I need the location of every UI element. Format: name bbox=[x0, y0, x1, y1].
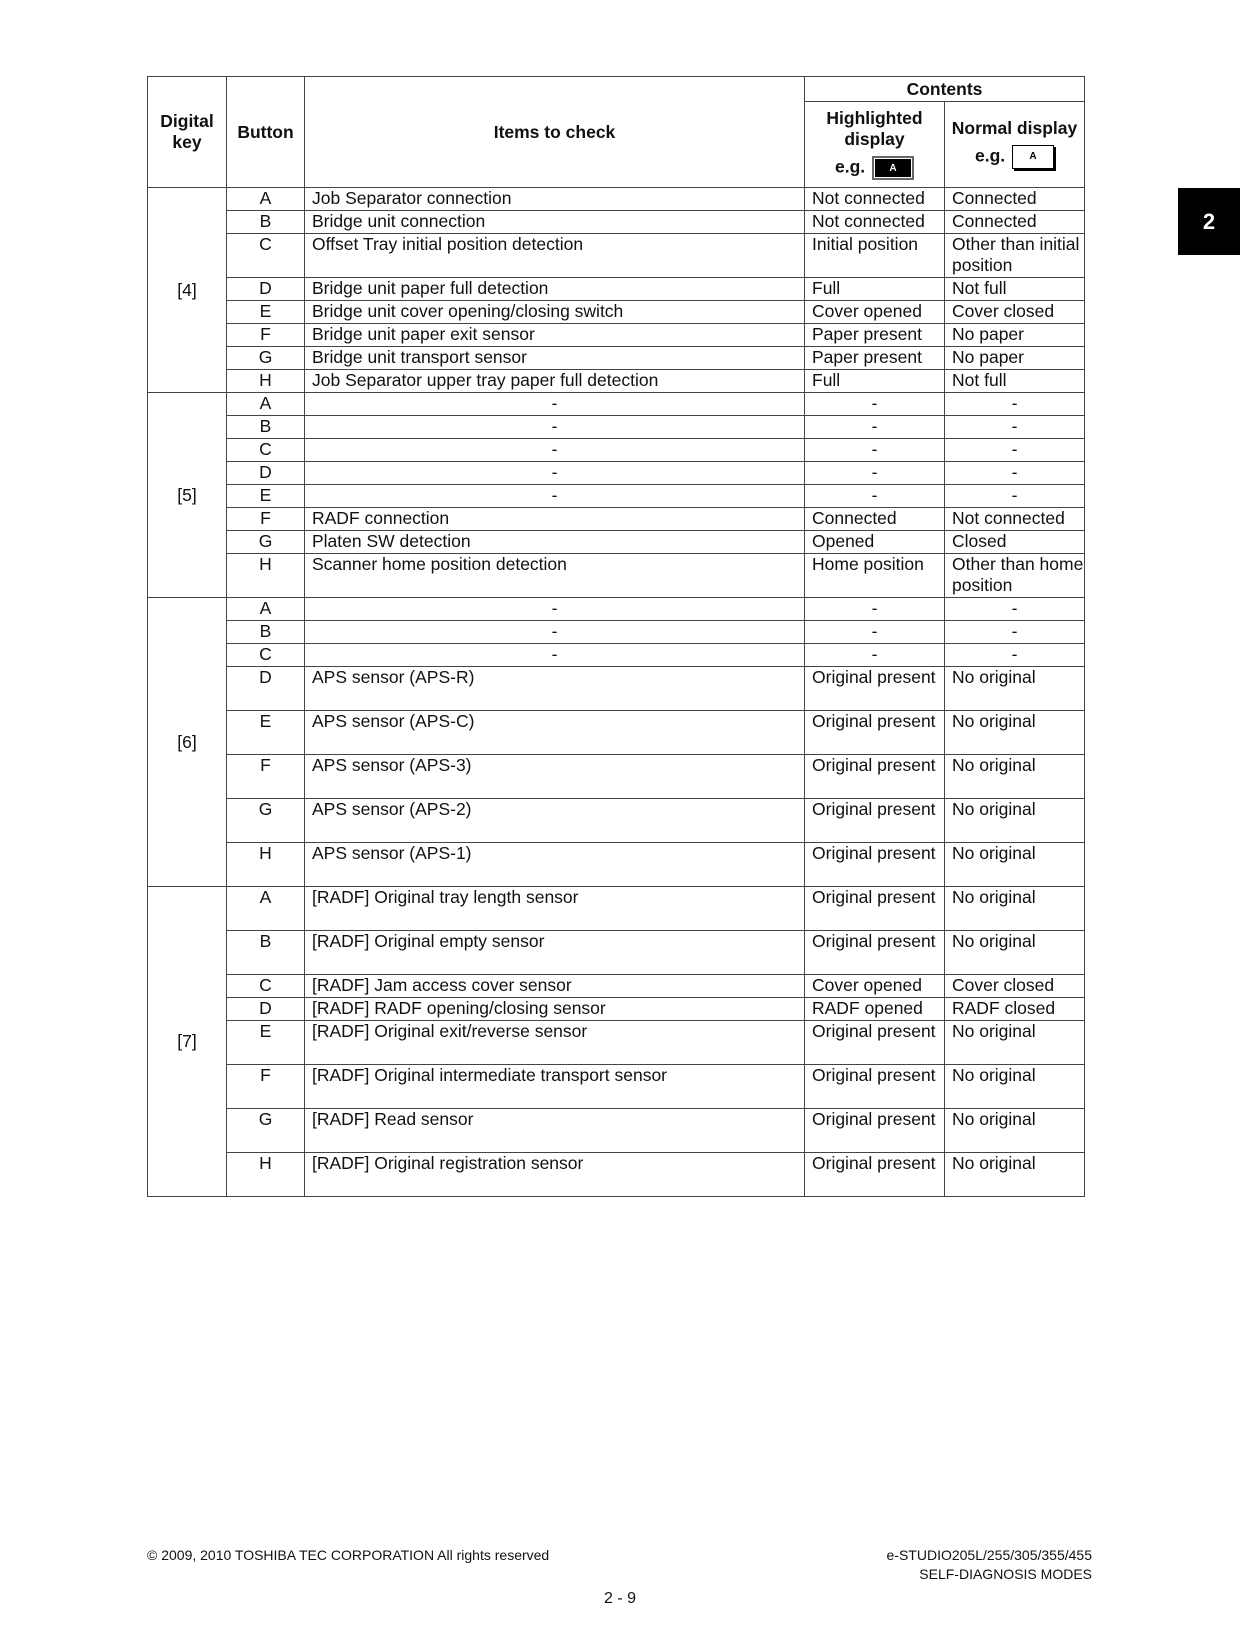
table-row bbox=[148, 711, 1085, 755]
highlighted-cell: Original present bbox=[805, 667, 945, 711]
item-cell: APS sensor (APS-C) bbox=[305, 711, 805, 755]
normal-cell: No original bbox=[945, 755, 1085, 799]
table-row bbox=[148, 324, 1085, 347]
button-cell: E bbox=[227, 485, 305, 508]
item-cell: [RADF] Original intermediate transport sensor bbox=[305, 1065, 805, 1109]
highlighted-cell: Original present bbox=[805, 931, 945, 975]
table-row bbox=[148, 667, 1085, 711]
item-cell: [RADF] Jam access cover sensor bbox=[305, 975, 805, 998]
table-row bbox=[148, 234, 1085, 278]
item-cell: - bbox=[305, 485, 805, 508]
button-cell: D bbox=[227, 667, 305, 711]
item-cell: [RADF] RADF opening/closing sensor bbox=[305, 998, 805, 1021]
item-cell: - bbox=[305, 462, 805, 485]
highlighted-cell: Connected bbox=[805, 508, 945, 531]
item-cell: Bridge unit transport sensor bbox=[305, 347, 805, 370]
header-highlighted-display bbox=[805, 102, 945, 188]
normal-cell: - bbox=[945, 416, 1085, 439]
button-cell: G bbox=[227, 799, 305, 843]
table-row bbox=[148, 508, 1085, 531]
table-row bbox=[148, 211, 1085, 234]
button-cell: A bbox=[227, 393, 305, 416]
highlighted-label: Highlighted display bbox=[826, 107, 923, 149]
item-cell: Platen SW detection bbox=[305, 531, 805, 554]
highlighted-cell: Original present bbox=[805, 711, 945, 755]
header-digital-key: Digital key bbox=[148, 77, 227, 188]
normal-cell: No original bbox=[945, 1021, 1085, 1065]
highlighted-cell: - bbox=[805, 416, 945, 439]
highlighted-cell: - bbox=[805, 485, 945, 508]
digital-key-cell: [4] bbox=[148, 188, 227, 393]
table-row bbox=[148, 1109, 1085, 1153]
normal-cell: Not full bbox=[945, 278, 1085, 301]
table-row bbox=[148, 439, 1085, 462]
section-tab: 2 bbox=[1178, 188, 1240, 255]
normal-cell: No original bbox=[945, 667, 1085, 711]
button-cell: C bbox=[227, 975, 305, 998]
highlighted-cell: Original present bbox=[805, 1065, 945, 1109]
highlighted-cell: Original present bbox=[805, 1153, 945, 1197]
normal-cell: No original bbox=[945, 843, 1085, 887]
highlighted-cell: Original present bbox=[805, 1109, 945, 1153]
item-cell: APS sensor (APS-R) bbox=[305, 667, 805, 711]
table-row bbox=[148, 462, 1085, 485]
highlighted-cell: Paper present bbox=[805, 324, 945, 347]
highlighted-cell: Cover opened bbox=[805, 301, 945, 324]
highlighted-cell: - bbox=[805, 393, 945, 416]
table-row bbox=[148, 301, 1085, 324]
button-cell: G bbox=[227, 347, 305, 370]
item-cell: Bridge unit cover opening/closing switch bbox=[305, 301, 805, 324]
highlighted-cell: RADF opened bbox=[805, 998, 945, 1021]
button-cell: F bbox=[227, 324, 305, 347]
highlighted-cell: Original present bbox=[805, 887, 945, 931]
normal-cell: No paper bbox=[945, 347, 1085, 370]
highlighted-button-sample: A bbox=[872, 156, 914, 180]
normal-cell: - bbox=[945, 393, 1085, 416]
highlighted-cell: Opened bbox=[805, 531, 945, 554]
highlighted-cell: - bbox=[805, 621, 945, 644]
item-cell: APS sensor (APS-1) bbox=[305, 843, 805, 887]
normal-example bbox=[945, 145, 1084, 169]
button-cell: B bbox=[227, 416, 305, 439]
page-number: 2 - 9 bbox=[603, 1590, 636, 1607]
button-cell: F bbox=[227, 508, 305, 531]
table-row bbox=[148, 598, 1085, 621]
footer-model: e-STUDIO205L/255/305/355/455 bbox=[886, 1547, 1092, 1563]
highlighted-cell: Original present bbox=[805, 1021, 945, 1065]
table-body bbox=[148, 188, 1085, 1197]
normal-button-sample: A bbox=[1012, 145, 1054, 169]
item-cell: [RADF] Original exit/reverse sensor bbox=[305, 1021, 805, 1065]
button-cell: F bbox=[227, 1065, 305, 1109]
highlighted-cell: - bbox=[805, 439, 945, 462]
highlighted-cell: Original present bbox=[805, 799, 945, 843]
button-cell: F bbox=[227, 755, 305, 799]
normal-cell: Connected bbox=[945, 211, 1085, 234]
normal-cell: Not connected bbox=[945, 508, 1085, 531]
item-cell: - bbox=[305, 439, 805, 462]
normal-cell: RADF closed bbox=[945, 998, 1085, 1021]
normal-cell: - bbox=[945, 485, 1085, 508]
button-cell: E bbox=[227, 711, 305, 755]
normal-cell: No original bbox=[945, 711, 1085, 755]
item-cell: Job Separator connection bbox=[305, 188, 805, 211]
normal-cell: No paper bbox=[945, 324, 1085, 347]
table-row bbox=[148, 887, 1085, 931]
table-row bbox=[148, 370, 1085, 393]
highlighted-cell: Initial position bbox=[805, 234, 945, 278]
table-header bbox=[148, 77, 1085, 188]
button-cell: H bbox=[227, 843, 305, 887]
normal-cell: Closed bbox=[945, 531, 1085, 554]
normal-cell: Other than initial position bbox=[945, 234, 1085, 278]
button-cell: C bbox=[227, 644, 305, 667]
highlighted-cell: Not connected bbox=[805, 211, 945, 234]
normal-cell: No original bbox=[945, 799, 1085, 843]
table-row bbox=[148, 621, 1085, 644]
table-row bbox=[148, 188, 1085, 211]
normal-cell: Cover closed bbox=[945, 975, 1085, 998]
header-normal-display bbox=[945, 102, 1085, 188]
button-cell: H bbox=[227, 370, 305, 393]
highlighted-cell: Original present bbox=[805, 755, 945, 799]
button-cell: E bbox=[227, 1021, 305, 1065]
highlighted-example bbox=[805, 156, 944, 180]
item-cell: [RADF] Original tray length sensor bbox=[305, 887, 805, 931]
normal-cell: - bbox=[945, 439, 1085, 462]
highlighted-cell: Not connected bbox=[805, 188, 945, 211]
table-row bbox=[148, 755, 1085, 799]
button-cell: H bbox=[227, 554, 305, 598]
highlighted-cell: Full bbox=[805, 370, 945, 393]
item-cell: [RADF] Read sensor bbox=[305, 1109, 805, 1153]
table-row bbox=[148, 931, 1085, 975]
eg-label: e.g. bbox=[834, 156, 866, 177]
item-cell: Scanner home position detection bbox=[305, 554, 805, 598]
header-contents: Contents bbox=[805, 77, 1085, 102]
button-cell: D bbox=[227, 998, 305, 1021]
highlighted-cell: Cover opened bbox=[805, 975, 945, 998]
normal-cell: Not full bbox=[945, 370, 1085, 393]
highlighted-cell: Full bbox=[805, 278, 945, 301]
normal-cell: Other than home position bbox=[945, 554, 1085, 598]
table-row bbox=[148, 998, 1085, 1021]
table-row bbox=[148, 485, 1085, 508]
normal-cell: - bbox=[945, 644, 1085, 667]
item-cell: - bbox=[305, 598, 805, 621]
item-cell: [RADF] Original empty sensor bbox=[305, 931, 805, 975]
item-cell: Offset Tray initial position detection bbox=[305, 234, 805, 278]
digital-key-cell: [5] bbox=[148, 393, 227, 598]
item-cell: - bbox=[305, 644, 805, 667]
normal-cell: Connected bbox=[945, 188, 1085, 211]
button-cell: G bbox=[227, 531, 305, 554]
table-row bbox=[148, 1153, 1085, 1197]
button-cell: A bbox=[227, 887, 305, 931]
button-cell: G bbox=[227, 1109, 305, 1153]
item-cell: [RADF] Original registration sensor bbox=[305, 1153, 805, 1197]
self-diagnosis-table bbox=[147, 76, 1085, 1197]
item-cell: APS sensor (APS-3) bbox=[305, 755, 805, 799]
normal-cell: No original bbox=[945, 931, 1085, 975]
normal-cell: No original bbox=[945, 887, 1085, 931]
item-cell: Bridge unit paper full detection bbox=[305, 278, 805, 301]
table-row bbox=[148, 278, 1085, 301]
highlighted-cell: - bbox=[805, 644, 945, 667]
digital-key-cell: [7] bbox=[148, 887, 227, 1197]
button-cell: A bbox=[227, 188, 305, 211]
header-button: Button bbox=[227, 77, 305, 188]
button-cell: H bbox=[227, 1153, 305, 1197]
button-cell: D bbox=[227, 462, 305, 485]
item-cell: RADF connection bbox=[305, 508, 805, 531]
button-cell: E bbox=[227, 301, 305, 324]
normal-label: Normal display bbox=[951, 118, 1078, 138]
table-row bbox=[148, 393, 1085, 416]
highlighted-cell: - bbox=[805, 462, 945, 485]
eg-label: e.g. bbox=[974, 145, 1006, 166]
table-row bbox=[148, 416, 1085, 439]
highlighted-cell: Home position bbox=[805, 554, 945, 598]
normal-cell: No original bbox=[945, 1065, 1085, 1109]
table-row bbox=[148, 843, 1085, 887]
button-cell: B bbox=[227, 931, 305, 975]
item-cell: - bbox=[305, 393, 805, 416]
footer-mode: SELF-DIAGNOSIS MODES bbox=[919, 1566, 1092, 1582]
header-items-to-check: Items to check bbox=[305, 77, 805, 188]
button-cell: B bbox=[227, 211, 305, 234]
highlighted-cell: Original present bbox=[805, 843, 945, 887]
button-cell: D bbox=[227, 278, 305, 301]
button-cell: B bbox=[227, 621, 305, 644]
table-row bbox=[148, 531, 1085, 554]
table-row bbox=[148, 644, 1085, 667]
normal-cell: - bbox=[945, 621, 1085, 644]
table-row bbox=[148, 975, 1085, 998]
table-row bbox=[148, 1065, 1085, 1109]
table-row bbox=[148, 799, 1085, 843]
item-cell: Job Separator upper tray paper full detection bbox=[305, 370, 805, 393]
item-cell: Bridge unit connection bbox=[305, 211, 805, 234]
normal-cell: No original bbox=[945, 1109, 1085, 1153]
item-cell: Bridge unit paper exit sensor bbox=[305, 324, 805, 347]
table-row bbox=[148, 347, 1085, 370]
digital-key-cell: [6] bbox=[148, 598, 227, 887]
footer-copyright: © 2009, 2010 TOSHIBA TEC CORPORATION All rights reserved bbox=[147, 1547, 550, 1563]
table-row bbox=[148, 554, 1085, 598]
item-cell: - bbox=[305, 621, 805, 644]
normal-cell: - bbox=[945, 598, 1085, 621]
item-cell: APS sensor (APS-2) bbox=[305, 799, 805, 843]
button-cell: C bbox=[227, 234, 305, 278]
highlighted-cell: Paper present bbox=[805, 347, 945, 370]
table-row bbox=[148, 1021, 1085, 1065]
button-cell: C bbox=[227, 439, 305, 462]
item-cell: - bbox=[305, 416, 805, 439]
normal-cell: No original bbox=[945, 1153, 1085, 1197]
highlighted-cell: - bbox=[805, 598, 945, 621]
button-cell: A bbox=[227, 598, 305, 621]
normal-cell: Cover closed bbox=[945, 301, 1085, 324]
normal-cell: - bbox=[945, 462, 1085, 485]
